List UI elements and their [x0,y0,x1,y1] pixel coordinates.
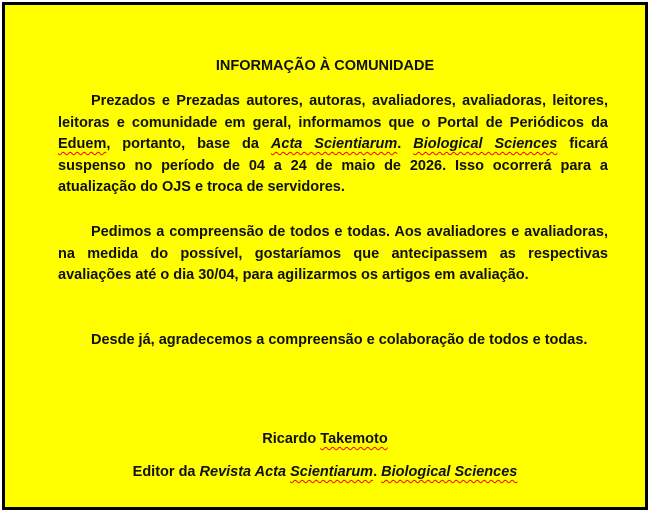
journal-name-biological: Biological Sciences [413,136,558,153]
signature-last-name: Takemoto [320,431,388,447]
notice-title: INFORMAÇÃO À COMUNIDADE [215,58,435,74]
notice-paragraph-3: Desde já, agradecemos a compreensão e colaboração de todos e todas. [91,332,588,348]
signature-first-name: Ricardo [262,431,321,447]
journal-name-acta: Acta Scientiarum [270,136,398,153]
signature-name [5,429,645,449]
paragraph-1-text-g: ficará suspenso no período de 04 a 24 de maio de 2026. Isso ocorrerá para a atualização do OJS e troca de servidores. [58,136,608,196]
signature-role-prefix: Editor da [132,464,200,480]
paragraph-1-text-a: Prezados e Prezadas autores, autoras, avaliadores, avaliadoras, leitores, leitoras e comunidade em geral, informamos que o Portal de Periódicos da [58,93,608,131]
signature-journal-c: . [373,464,382,480]
signature-journal-b: Scientiarum [290,464,374,480]
signature-journal-d: Biological Sciences [381,464,518,480]
notice-paragraph-2: Pedimos a compreensão de todos e todas. Aos avaliadores e avaliadoras, na medida do possível, gostaríamos que antecipassem as respectivas avaliações até o dia 30/04, para agilizarmos os artigos em avaliação. [58,224,608,284]
publisher-name: Eduem [58,136,107,153]
signature-journal-a: Revista Acta [199,464,291,480]
paragraph-1-text-c: , portanto, base da [106,136,271,153]
paragraph-1-text-e: . [397,136,414,153]
signature-role [5,462,645,482]
community-notice [2,2,648,510]
notice-paragraph-1 [58,91,608,199]
